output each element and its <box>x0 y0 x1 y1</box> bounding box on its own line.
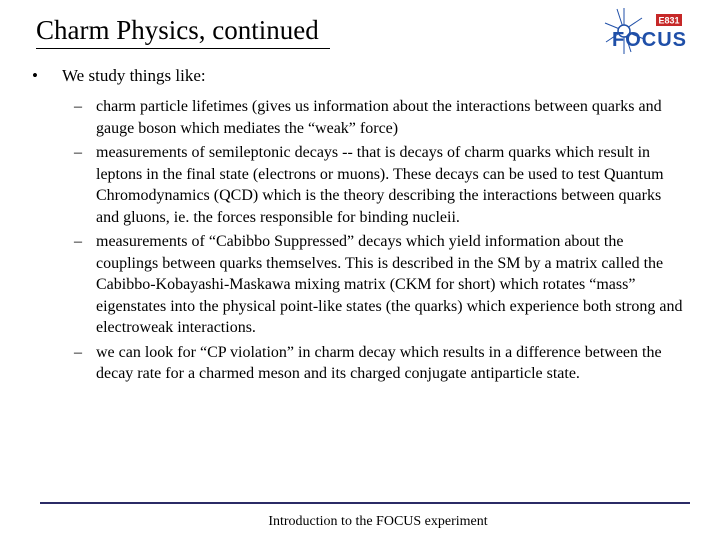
main-bullet <box>32 64 206 88</box>
list-item-text: charm particle lifetimes (gives us information about the interactions between quarks and gauge boson which mediates the “weak” force) <box>96 98 662 137</box>
main-bullet-text: We study things like: <box>62 66 206 85</box>
footer-text: Introduction to the FOCUS experiment <box>268 514 488 529</box>
subitem-list <box>74 96 684 388</box>
bullet-dot-icon: • <box>32 66 38 85</box>
focus-logo <box>604 8 694 54</box>
dash-icon: – <box>74 144 82 161</box>
list-item <box>74 342 684 385</box>
list-item <box>74 96 684 139</box>
list-item <box>74 231 684 339</box>
dash-icon: – <box>74 98 82 115</box>
title-underline <box>36 48 330 49</box>
list-item-text: measurements of semileptonic decays -- that is decays of charm quarks which result in leptons in the final state (electrons or muons). These decays can be used to test Quantum Chromodynamics (QCD) which is the theory describing the interactions between quarks and gluons, ie. the forces responsible for binding nucleii. <box>96 144 664 226</box>
list-item-text: measurements of “Cabibbo Suppressed” decays which yield information about the couplings between quarks themselves. This is described in the SM by a matrix called the Cabibbo-Kobayashi-Maskawa mixing matrix (CKM for short) which rotates “mass” eigenstates into the physical point-like states (the quarks) which experience both strong and electroweak interactions. <box>96 233 683 336</box>
footer-divider <box>40 502 690 504</box>
list-item-text: we can look for “CP violation” in charm decay which results in a difference between the decay rate for a charmed meson and its charged conjugate antiparticle state. <box>96 343 662 382</box>
logo-badge: E831 <box>658 15 680 26</box>
dash-icon: – <box>74 233 82 250</box>
list-item <box>74 142 684 228</box>
logo-wordmark: FOCUS <box>612 29 687 51</box>
slide-title: Charm Physics, continued <box>36 15 319 45</box>
dash-icon: – <box>74 343 82 361</box>
